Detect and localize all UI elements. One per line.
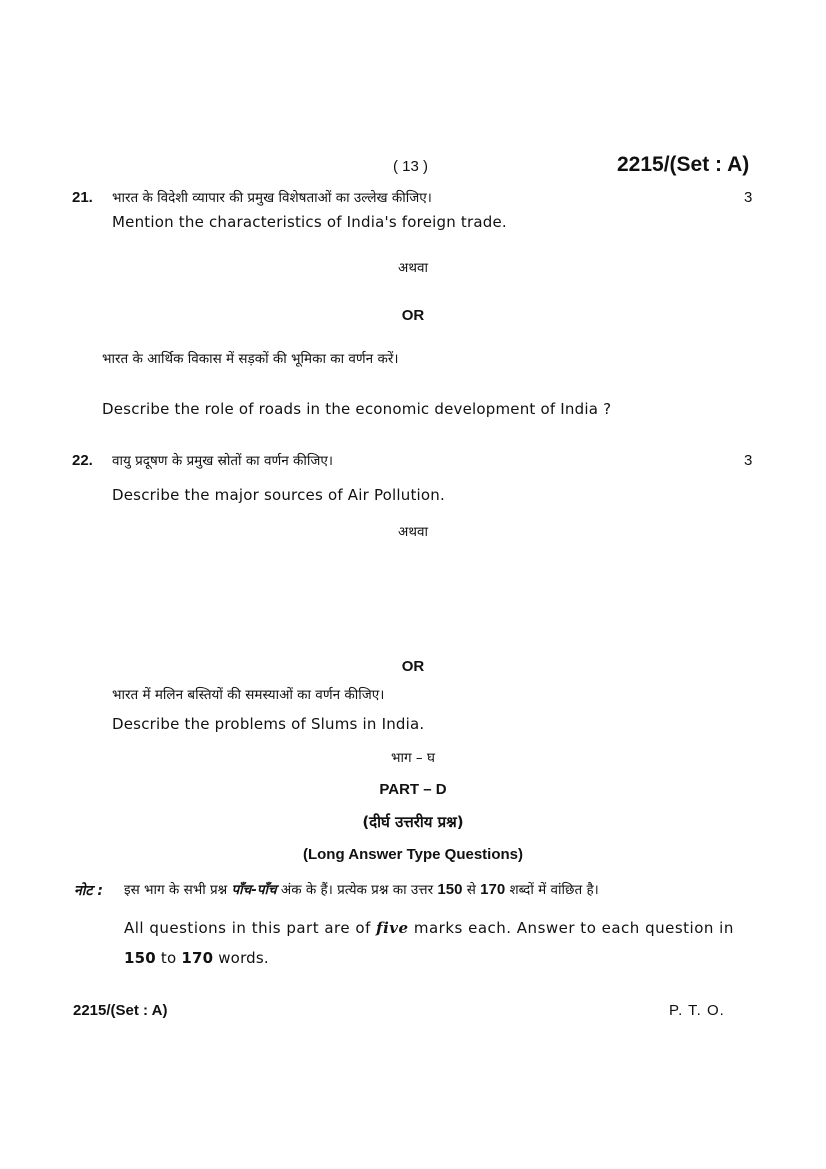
question-number-21: 21.	[72, 189, 93, 206]
q21-marks: 3	[744, 189, 753, 206]
q22-alt-english-text: Describe the problems of Slums in India.	[112, 715, 425, 733]
footer-pto: P. T. O.	[669, 1002, 725, 1019]
q21-english-text: Mention the characteristics of India's foreign trade.	[112, 213, 507, 231]
note-hindi-se: से	[466, 882, 476, 898]
note-eng-to: to	[160, 949, 177, 967]
note-hindi-part1: इस भाग के सभी प्रश्न	[124, 882, 228, 898]
q22-hindi-text: वायु प्रदूषण के प्रमुख स्रोतों का वर्णन कीजिए।	[112, 453, 333, 469]
part-d-hindi-title: भाग – घ	[391, 750, 435, 766]
note-hindi-num2: 170	[480, 881, 506, 898]
note-hindi-part2: अंक के हैं। प्रत्येक प्रश्न का उत्तर	[280, 882, 434, 898]
note-eng-part1: All questions in this part are of	[124, 919, 371, 937]
part-d-english-subtitle: (Long Answer Type Questions)	[302, 846, 523, 863]
q21-alt-english-text: Describe the role of roads in the economic development of India ?	[102, 400, 612, 418]
q22-alt-hindi-text: भारत में मलिन बस्तियों की समस्याओं का वर्णन कीजिए।	[112, 687, 385, 703]
part-d-english-title: PART – D	[379, 781, 447, 798]
note-english-line1	[124, 919, 734, 937]
q22-english-text: Describe the major sources of Air Pollution.	[112, 486, 445, 504]
footer-paper-code: 2215/(Set : A)	[73, 1002, 168, 1019]
page-number: ( 13 )	[393, 158, 429, 175]
q22-or-hindi: अथवा	[398, 524, 428, 540]
note-eng-part2: marks each. Answer to each question in	[413, 919, 734, 937]
note-hindi-part3: शब्दों में वांछित है।	[509, 882, 599, 898]
note-eng-num1: 150	[124, 949, 156, 967]
note-hindi-line	[124, 880, 599, 898]
note-hindi-num1: 150	[437, 881, 463, 898]
note-hindi-emphasis: पाँच-पाँच	[231, 882, 277, 898]
part-d-hindi-subtitle: (दीर्घ उत्तरीय प्रश्न)	[362, 813, 464, 831]
question-number-22: 22.	[72, 452, 93, 469]
note-eng-part3: words.	[218, 949, 269, 967]
paper-code-header: 2215/(Set : A)	[617, 153, 750, 176]
note-eng-num2: 170	[181, 949, 214, 967]
q22-marks: 3	[744, 452, 753, 469]
q22-or-english: OR	[401, 658, 425, 675]
note-label: नोट :	[74, 883, 103, 899]
note-eng-emphasis: five	[376, 919, 409, 937]
q21-hindi-text: भारत के विदेशी व्यापार की प्रमुख विशेषताओं का उल्लेख कीजिए।	[112, 190, 432, 206]
q21-or-hindi: अथवा	[398, 260, 428, 276]
note-english-line2	[124, 949, 269, 967]
q21-alt-hindi-text: भारत के आर्थिक विकास में सड़कों की भूमिका का वर्णन करें।	[102, 351, 399, 367]
q21-or-english: OR	[401, 307, 425, 324]
